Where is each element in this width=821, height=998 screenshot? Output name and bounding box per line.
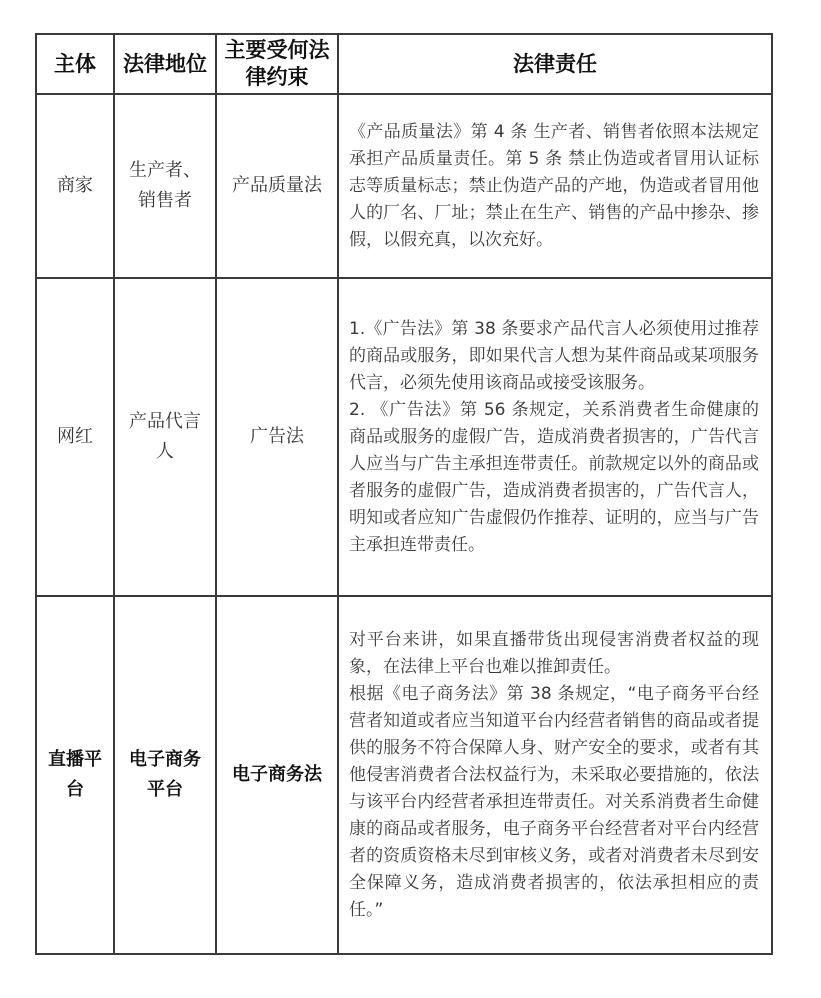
cell-legal-duty [338,596,772,954]
cell-legal-status: 产品代言人 [114,278,216,596]
table-row-merchant [36,94,772,278]
duty-paragraph: 根据《电子商务法》第 38 条规定，“电子商务平台经营者知道或者应当知道平台内经营者销售的商品或者提供的服务不符合保障人身、财产安全的要求，或者有其他侵害消费者合法权益行为，未采取必要措施的，依法与该平台内经营者承担连带责任。对关系消费者生命健康的商品或者服务，电子商务平台经营者对平台内经营者的资质资格未尽到审核义务，或者对消费者未尽到安全保障义务，造成消费者损害的，依法承担相应的责任。” [349,683,759,920]
header-governing-law: 主要受何法律约束 [216,34,338,94]
cell-legal-duty [338,278,772,596]
cell-subject: 商家 [36,94,114,278]
cell-governing-law: 广告法 [216,278,338,596]
duty-paragraph: 《产品质量法》第 4 条 生产者、销售者依照本法规定承担产品质量责任。第 5 条 禁止伪造或者冒用认证标志等质量标志；禁止伪造产品的产地，伪造或者冒用他人的厂名、厂址；禁止在生产、销售的产品中掺杂、掺假，以假充真，以次充好。 [349,121,759,250]
cell-subject: 直播平台 [36,596,114,954]
header-row [36,34,772,94]
cell-governing-law: 电子商务法 [216,596,338,954]
duty-paragraph: 1.《广告法》第 38 条要求产品代言人必须使用过推荐的商品或服务，即如果代言人想为某件商品或某项服务代言，必须先使用该商品或接受该服务。 [349,318,759,393]
header-legal-duty: 法律责任 [338,34,772,94]
cell-governing-law: 产品质量法 [216,94,338,278]
legal-responsibility-table [35,33,773,955]
duty-paragraph: 对平台来讲，如果直播带货出现侵害消费者权益的现象，在法律上平台也难以推卸责任。 [349,629,759,677]
table-row-influencer [36,278,772,596]
header-legal-status: 法律地位 [114,34,216,94]
header-subject: 主体 [36,34,114,94]
table-row-live-platform [36,596,772,954]
cell-legal-status: 电子商务平台 [114,596,216,954]
cell-subject: 网红 [36,278,114,596]
cell-legal-duty [338,94,772,278]
cell-legal-status: 生产者、销售者 [114,94,216,278]
duty-paragraph: 2. 《广告法》第 56 条规定，关系消费者生命健康的商品或服务的虚假广告，造成消费者损害的，广告代言人应当与广告主承担连带责任。前款规定以外的商品或者服务的虚假广告，造成消费者损害的，广告代言人，明知或者应知广告虚假仍作推荐、证明的，应当与广告主承担连带责任。 [349,399,759,555]
